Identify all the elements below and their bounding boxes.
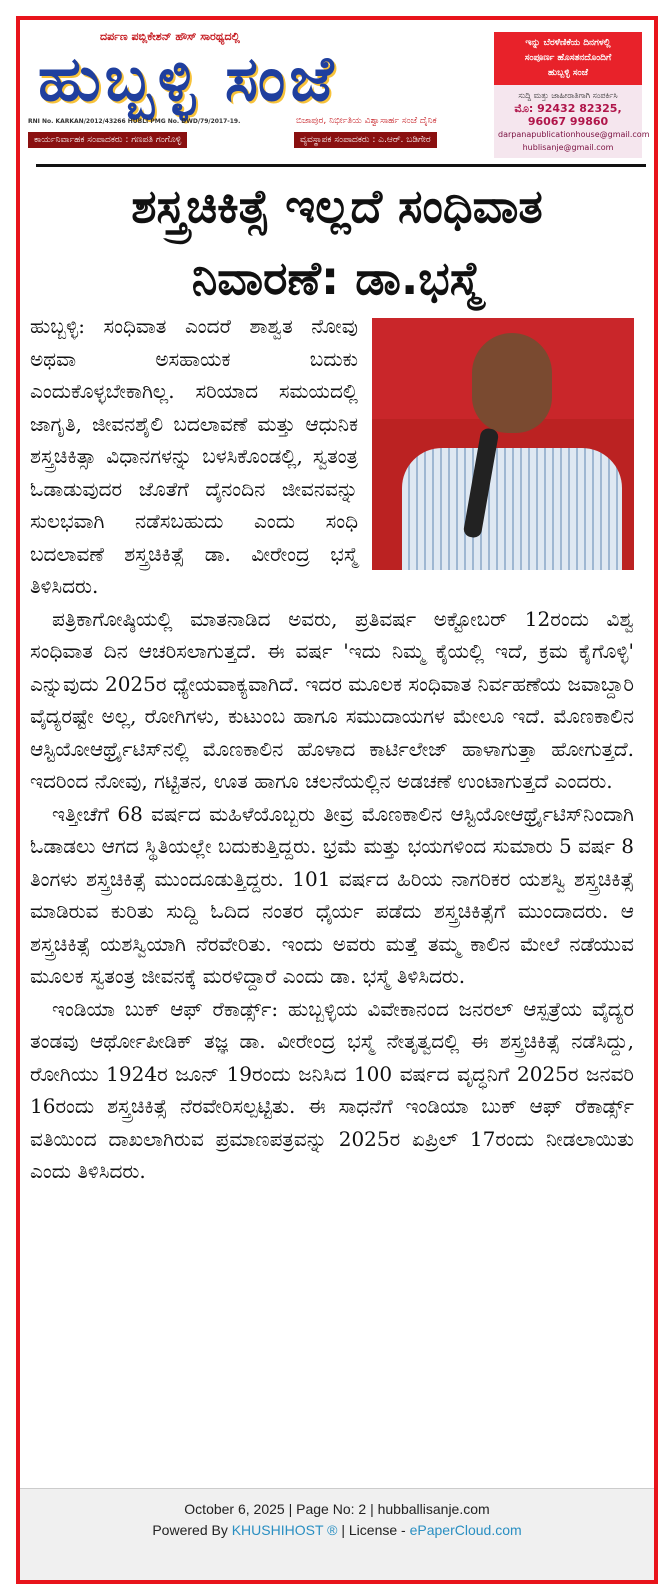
ad-contact-label: ಸುದ್ದಿ ಮತ್ತು ಜಾಹೀರಾತಿಗಾಗಿ ಸಂಪರ್ಕಿಸಿ xyxy=(518,91,618,100)
doctor-photo xyxy=(372,318,634,570)
article-paragraph: ಪತ್ರಿಕಾಗೋಷ್ಠಿಯಲ್ಲಿ ಮಾತನಾಡಿದ ಅವರು, ಪ್ರತಿವರ್ಷ ಅಕ್ಟೋಬರ್ 12ರಂದು ವಿಶ್ವ ಸಂಧಿವಾತ ದಿನ ಆಚರಿಸಲಾಗುತ್ತದೆ. ಈ ವರ್ಷ 'ಇದು ನಿಮ್ಮ ಕೈಯಲ್ಲಿ ಇದೆ, ಕ್ರಮ ಕೈಗೊಳ್ಳಿ' ಎನ್ನುವುದು 2025ರ ಧ್ಯೇಯವಾಕ್ಯವಾಗಿದೆ. ಇದರ ಮೂಲಕ ಸಂಧಿವಾತ ನಿರ್ವಹಣೆಯ ಜವಾಬ್ದಾರಿ ವೈದ್ಯರಷ್ಟೇ ಅಲ್ಲ, ರೋಗಿಗಳು, ಕುಟುಂಬ ಹಾಗೂ ಸಮುದಾಯಗಳ ಮೇಲೂ ಇದೆ. ಮೊಣಕಾಲಿನ ಆಸ್ಟಿಯೋಆರ್ಥ್ರೈಟಿಸ್‌ನಲ್ಲಿ ಮೊಣಕಾಲಿನ ಹೊಳಾದ ಕಾರ್ಟಿಲೇಜ್ ಹಾಳಾಗುತ್ತಾ ಹೋಗುತ್ತದೆ. ಇದರಿಂದ ನೋವು, ಗಟ್ಟಿತನ, ಊತ ಹಾಗೂ ಚಲನೆಯಲ್ಲಿನ ಅಡಚಣೆ ಉಂಟಾಗುತ್ತದೆ ಎಂದರು. xyxy=(30,606,634,793)
masthead-subtitle: ಬಿಜಾಪುರ, ನಿರ್ಭೀತಿಯ ವಿಶ್ವಾಸಾರ್ಹ ಸಂಜೆ ದೈನಿಕ xyxy=(296,116,437,126)
article-headline xyxy=(20,170,654,314)
ad-line: ಹುಬ್ಬಳ್ಳಿ ಸಂಜೆ xyxy=(548,68,588,78)
masthead xyxy=(28,28,650,158)
article-paragraph: ಹುಬ್ಬಳ್ಳಿ: ಸಂಧಿವಾತ ಎಂದರೆ ಶಾಶ್ವತ ನೋವು ಅಥವಾ ಅಸಹಾಯಕ ಬದುಕು ಎಂದುಕೊಳ್ಳಬೇಕಾಗಿಲ್ಲ. ಸರಿಯಾದ ಸಮಯದಲ್ಲಿ ಜಾಗೃತಿ, ಜೀವನಶೈಲಿ ಬದಲಾವಣೆ ಮತ್ತು ಆಧುನಿಕ ಶಸ್ತ್ರಚಿಕಿತ್ಸಾ ವಿಧಾನಗಳನ್ನು ಬಳಸಿಕೊಂಡಲ್ಲಿ, ಸ್ವತಂತ್ರ ಓಡಾಡುವುದರ ಜೊತೆಗೆ ದೈನಂದಿನ ಜೀವನವನ್ನು ಸುಲಭವಾಗಿ ನಡೆಸಬಹುದು ಎಂದು ಸಂಧಿ ಬದಲಾವಣೆ ಶಸ್ತ್ರಚಿಕಿತ್ಸೆ ಡಾ. ವೀರೇಂದ್ರ ಭಸ್ಮೆ ತಿಳಿಸಿದರು. xyxy=(30,314,358,598)
footer xyxy=(20,1488,654,1580)
masthead-tagline: ದರ್ಪಣ ಪಬ್ಲಿಕೇಶನ್ ಹೌಸ್ ಸಾರಥ್ಯದಲ್ಲಿ xyxy=(100,30,240,43)
footer-page: Page No: 2 xyxy=(296,1501,367,1517)
masthead-ad xyxy=(494,32,650,158)
newspaper-logo: ಹುಬ್ಬಳ್ಳಿ ಸಂಜೆ xyxy=(38,42,338,115)
managing-editor: ವ್ಯವಸ್ಥಾಪಕ ಸಂಪಾದಕರು : ಎ.ಆರ್. ಬಡಿಗೇರ xyxy=(294,132,437,148)
article-paragraph: ಇಂಡಿಯಾ ಬುಕ್ ಆಫ್ ರೆಕಾರ್ಡ್ಸ್: ಹುಬ್ಬಳ್ಳಿಯ ವಿವೇಕಾನಂದ ಜನರಲ್ ಆಸ್ಪತ್ರೆಯ ವೈದ್ಯರ ತಂಡವು ಆರ್ಥೋಪೀಡಿಕ್ ತಜ್ಞ ಡಾ. ವೀರೇಂದ್ರ ಭಸ್ಮೆ ನೇತೃತ್ವದಲ್ಲಿ ಈ ಶಸ್ತ್ರಚಿಕಿತ್ಸೆ ನಡೆಸಿದ್ದು, ರೋಗಿಯು 1924ರ ಜೂನ್ 19ರಂದು ಜನಿಸಿದ 100 ವರ್ಷದ ವೃದ್ಧನಿಗೆ 2025ರ ಜನವರಿ 16ರಂದು ಶಸ್ತ್ರಚಿಕಿತ್ಸೆ ನೆರವೇರಿಸಲ್ಪಟ್ಟಿತು. ಈ ಸಾಧನೆಗೆ ಇಂಡಿಯಾ ಬುಕ್ ಆಫ್ ರೆಕಾರ್ಡ್ಸ್ ವತಿಯಿಂದ ದಾಖಲಾಗಿರುವ ಪ್ರಮಾಣಪತ್ರವನ್ನು 2025ರ ಏಪ್ರಿಲ್ 17ರಂದು ನೀಡಲಾಯಿತು ಎಂದು ತಿಳಿಸಿದರು. xyxy=(30,996,634,1183)
footer-date: October 6, 2025 xyxy=(184,1501,285,1517)
ad-email: darpanapublicationhouse@gmail.com xyxy=(498,130,650,139)
headline-line: ನಿವಾರಣೆ: ಡಾ.ಭಸ್ಮೆ xyxy=(191,251,483,305)
separator: | xyxy=(341,1522,345,1538)
registration-number: RNI No. KARKAN/2012/43266 HUBLI PMG No. DWD/79/2017-19. xyxy=(28,118,241,125)
separator: | xyxy=(370,1501,374,1517)
ad-email: hublisanje@gmail.com xyxy=(522,143,614,152)
ad-line: ಸಂಪೂರ್ಣ ಹೊಸತನದೊಂದಿಗೆ xyxy=(524,53,612,63)
ad-phone: 96067 99860 xyxy=(527,115,609,128)
license-label: License - xyxy=(348,1522,406,1538)
footer-site: hubballisanje.com xyxy=(377,1501,490,1517)
executive-editor: ಕಾರ್ಯನಿರ್ವಾಹಕ ಸಂಪಾದಕರು : ಗಣಪತಿ ಗಂಗೊಳ್ಳಿ xyxy=(28,132,187,148)
article-paragraph: ಇತ್ತೀಚೆಗೆ 68 ವರ್ಷದ ಮಹಿಳೆಯೊಬ್ಬರು ತೀವ್ರ ಮೊಣಕಾಲಿನ ಆಸ್ಟಿಯೋಆರ್ಥ್ರೈಟಿಸ್‌ನಿಂದಾಗಿ ಓಡಾಡಲು ಆಗದ ಸ್ಥಿತಿಯಲ್ಲೇ ಬದುಕುತ್ತಿದ್ದರು. ಭ್ರಮೆ ಮತ್ತು ಭಯಗಳಿಂದ ಸುಮಾರು 5 ವರ್ಷ 8 ತಿಂಗಳು ಶಸ್ತ್ರಚಿಕಿತ್ಸೆ ಮುಂದೂಡುತ್ತಿದ್ದರು. 101 ವರ್ಷದ ಹಿರಿಯ ನಾಗರಿಕರ ಯಶಸ್ವಿ ಶಸ್ತ್ರಚಿಕಿತ್ಸೆ ಮಾಡಿರುವ ಕುರಿತು ಸುದ್ದಿ ಓದಿದ ನಂತರ ಧೈರ್ಯ ಪಡೆದು ಶಸ್ತ್ರಚಿಕಿತ್ಸೆಗೆ ಮುಂದಾದರು. ಆ ಶಸ್ತ್ರಚಿಕಿತ್ಸೆ ಯಶಸ್ವಿಯಾಗಿ ನೆರವೇರಿತು. ಇಂದು ಅವರು ಮತ್ತೆ ತಮ್ಮ ಕಾಲಿನ ಮೇಲೆ ನಡೆಯುವ ಮೂಲಕ ಸ್ವತಂತ್ರ ಜೀವನಕ್ಕೆ ಮರಳಿದ್ದಾರೆ ಎಂದು ಡಾ. ಭಸ್ಮೆ ತಿಳಿಸಿದರು. xyxy=(30,801,634,988)
powered-by-label: Powered By xyxy=(152,1522,228,1538)
epaper-clipping xyxy=(16,16,658,1584)
ad-phone: ಮೊ: 92432 82325, xyxy=(514,102,622,115)
ad-line: ಇನ್ನು ಬೆರಳೆಣಿಕೆಯ ದಿನಗಳಲ್ಲಿ xyxy=(525,38,611,48)
separator: | xyxy=(288,1501,293,1517)
article-body xyxy=(30,310,634,1188)
khushihost-link[interactable]: KHUSHIHOST ® xyxy=(231,1522,338,1538)
epapercloud-link[interactable]: ePaperCloud.com xyxy=(409,1522,522,1538)
masthead-divider xyxy=(36,164,646,167)
headline-line: ಶಸ್ತ್ರಚಿಕಿತ್ಸೆ ಇಲ್ಲದೆ ಸಂಧಿವಾತ xyxy=(131,179,543,233)
